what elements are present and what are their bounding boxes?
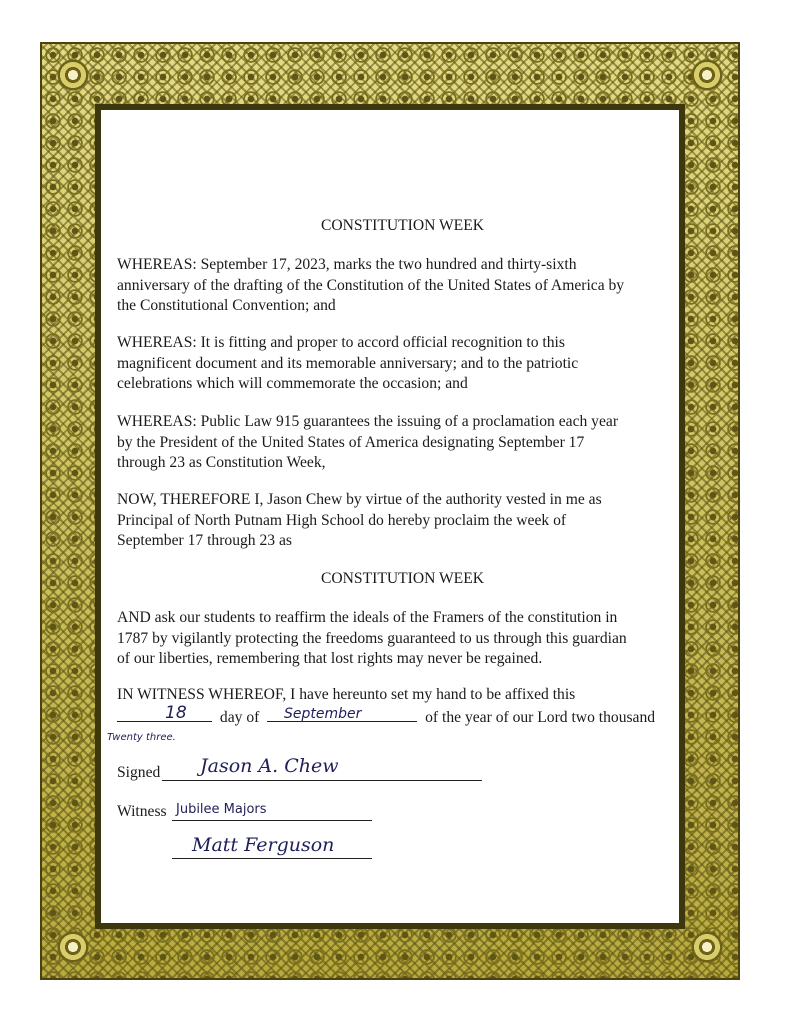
witness-line-2 <box>172 858 372 859</box>
witness-whereof-line: IN WITNESS WHEREOF, I have hereunto set my hand to be affixed this <box>117 686 576 703</box>
witness-line <box>172 820 372 821</box>
section-title: CONSTITUTION WEEK <box>321 570 484 587</box>
signed-label: Signed <box>117 764 161 781</box>
proclamation-paragraph: NOW, THEREFORE I, Jason Chew by virtue of the authority vested in me as Principal of North Putnam High School do hereby proclaim the week of September 17 through 23 as <box>117 491 602 549</box>
whereas-paragraph-1: WHEREAS: September 17, 2023, marks the two hundred and thirty-sixth anniversary of the drafting of the Constitution of the United States of America by the Constitutional Convention; and <box>117 256 625 314</box>
witness-label: Witness <box>117 803 167 820</box>
signature: Jason A. Chew <box>200 755 339 777</box>
witness-signature-2: Matt Ferguson <box>192 834 335 856</box>
whereas-paragraph-2: WHEREAS: It is fitting and proper to accord official recognition to this magnificent document and its memorable anniversary; and to the patriotic celebrations which will commemorate the occasion; and <box>117 334 579 392</box>
handwritten-month: September <box>284 706 362 722</box>
handwritten-year: Twenty three. <box>107 732 176 743</box>
whereas-paragraph-3: WHEREAS: Public Law 915 guarantees the issuing of a proclamation each year by the President of the United States of America designating September 17 through 23 as Constitution Week, <box>117 413 619 471</box>
witness-signature-1: Jubilee Majors <box>176 802 267 817</box>
date-line: day of of the year of our Lord two thousand <box>117 706 700 729</box>
closing-paragraph: AND ask our students to reaffirm the ideals of the Framers of the constitution in 1787 by vigilantly protecting the freedoms guaranteed to us through this guardian of our liberties, remembering that lost rights may never be regained. <box>117 609 627 667</box>
page-title: CONSTITUTION WEEK <box>321 217 484 234</box>
handwritten-day: 18 <box>165 703 187 723</box>
signature-line <box>162 780 482 781</box>
